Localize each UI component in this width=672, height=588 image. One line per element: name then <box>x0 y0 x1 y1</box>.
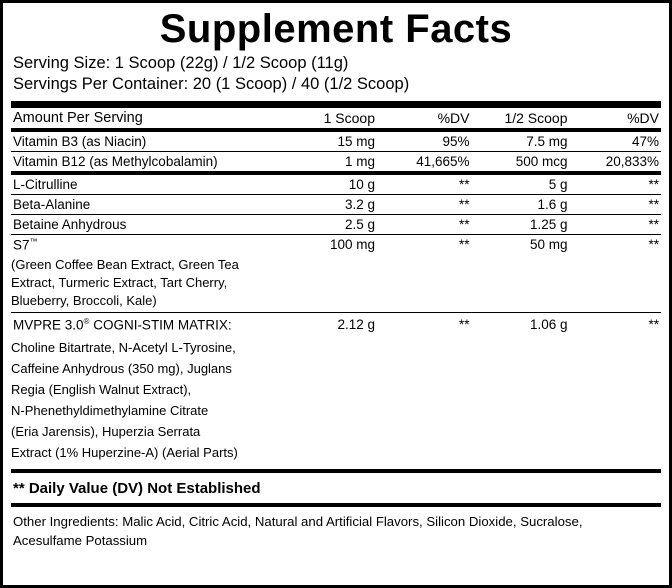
sub-line: (Green Coffee Bean Extract, Green Tea <box>11 257 239 273</box>
blend-amount-2: 1.06 g <box>529 317 568 333</box>
nutrition-table <box>11 108 661 473</box>
blend-dv-2: ** <box>648 317 659 333</box>
table-row <box>11 130 661 152</box>
table-row <box>11 214 661 234</box>
registered-symbol: ® <box>83 317 90 327</box>
row-amount-2: 50 mg <box>529 236 568 252</box>
other-ingredients-text-1: Malic Acid, Citric Acid, Natural and Artificial Flavors, Silicon Dioxide, Sucralose, <box>122 513 583 529</box>
header-dv-2: %DV <box>590 108 662 130</box>
row-dv-2: ** <box>590 214 662 234</box>
table-subrow <box>11 254 661 312</box>
row-name: Vitamin B12 (as Methylcobalamin) <box>11 151 297 173</box>
blend-ingredients <box>11 335 661 471</box>
servings-per-container: Servings Per Container: 20 (1 Scoop) / 40 (1/2 Scoop) <box>13 75 410 94</box>
blend-line: Caffeine Anhydrous (350 mg), Juglans <box>11 360 232 376</box>
row-name: Beta-Alanine <box>11 194 297 214</box>
row-amount-1: 2.5 g <box>297 214 401 234</box>
table-row <box>11 173 661 195</box>
daily-value-note: ** Daily Value (DV) Not Established <box>13 479 261 497</box>
row-dv-1: ** <box>401 194 486 214</box>
row-amount-2: 1.25 g <box>486 214 590 234</box>
header-dv-1: %DV <box>401 108 486 130</box>
blend-line: Regia (English Walnut Extract), <box>11 381 192 397</box>
other-ingredients-label: Other Ingredients: <box>13 513 119 529</box>
table-header-row <box>11 108 661 130</box>
row-amount-2: 5 g <box>486 173 590 195</box>
row-name: Vitamin B3 (as Niacin) <box>11 130 297 152</box>
row-dv-1: ** <box>401 214 486 234</box>
blend-line: (Eria Jarensis), Huperzia Serrata <box>11 423 201 439</box>
trademark-symbol: ™ <box>29 236 38 246</box>
sub-line: Blueberry, Broccoli, Kale) <box>11 293 157 309</box>
row-amount-1: 1 mg <box>297 151 401 173</box>
blend-amount-1: 2.12 g <box>337 317 375 333</box>
row-amount-2: 7.5 mg <box>486 130 590 152</box>
serving-size: Serving Size: 1 Scoop (22g) / 1/2 Scoop (11g) <box>13 54 349 72</box>
row-amount-2: 500 mcg <box>486 151 590 173</box>
row-dv-2: ** <box>590 194 662 214</box>
divider-thick <box>11 101 661 108</box>
row-amount-1: 15 mg <box>297 130 401 152</box>
header-amount-per-serving: Amount Per Serving <box>11 108 297 130</box>
row-dv-2: ** <box>590 173 662 195</box>
table-row <box>11 194 661 214</box>
row-dv-1: ** <box>458 236 470 252</box>
other-ingredients-line-2: Acesulfame Potassium <box>13 533 148 549</box>
table-row <box>11 151 661 173</box>
blend-row <box>11 313 661 335</box>
row-dv-2: 20,833% <box>590 151 662 173</box>
row-name: Betaine Anhydrous <box>11 214 297 234</box>
blend-title-text: MVPRE 3.0 <box>13 317 84 333</box>
blend-line: N-Phenethyldimethylamine Citrate <box>11 402 209 418</box>
blend-line: Extract (1% Huperzine-A) (Aerial Parts) <box>11 444 238 460</box>
row-sub-detail <box>11 254 661 312</box>
page-title: Supplement Facts <box>159 7 513 51</box>
blend-title-rest: COGNI-STIM MATRIX: <box>89 317 232 333</box>
blend-dv-1: ** <box>458 317 470 333</box>
row-amount-1: 3.2 g <box>297 194 401 214</box>
header-scoop-half: 1/2 Scoop <box>486 108 590 130</box>
row-name-text: S7 <box>13 237 30 253</box>
other-ingredients <box>11 507 661 550</box>
header-scoop-1: 1 Scoop <box>297 108 401 130</box>
row-dv-2: ** <box>648 236 659 252</box>
row-dv-1: 95% <box>401 130 486 152</box>
row-dv-1: ** <box>401 173 486 195</box>
blend-body-row <box>11 335 661 471</box>
row-name: L-Citrulline <box>11 173 297 195</box>
blend-line: Choline Bitartrate, N-Acetyl L-Tyrosine, <box>11 339 236 355</box>
row-name <box>11 234 297 254</box>
row-amount-2: 1.6 g <box>486 194 590 214</box>
other-ingredients-line-1 <box>13 512 659 531</box>
blend-title <box>11 313 297 335</box>
row-dv-1: 41,665% <box>401 151 486 173</box>
table-row <box>11 234 661 254</box>
row-amount-1: 100 mg <box>329 236 375 252</box>
sub-line: Extract, Turmeric Extract, Tart Cherry, <box>11 275 228 291</box>
row-amount-1: 10 g <box>297 173 401 195</box>
row-dv-2: 47% <box>590 130 662 152</box>
